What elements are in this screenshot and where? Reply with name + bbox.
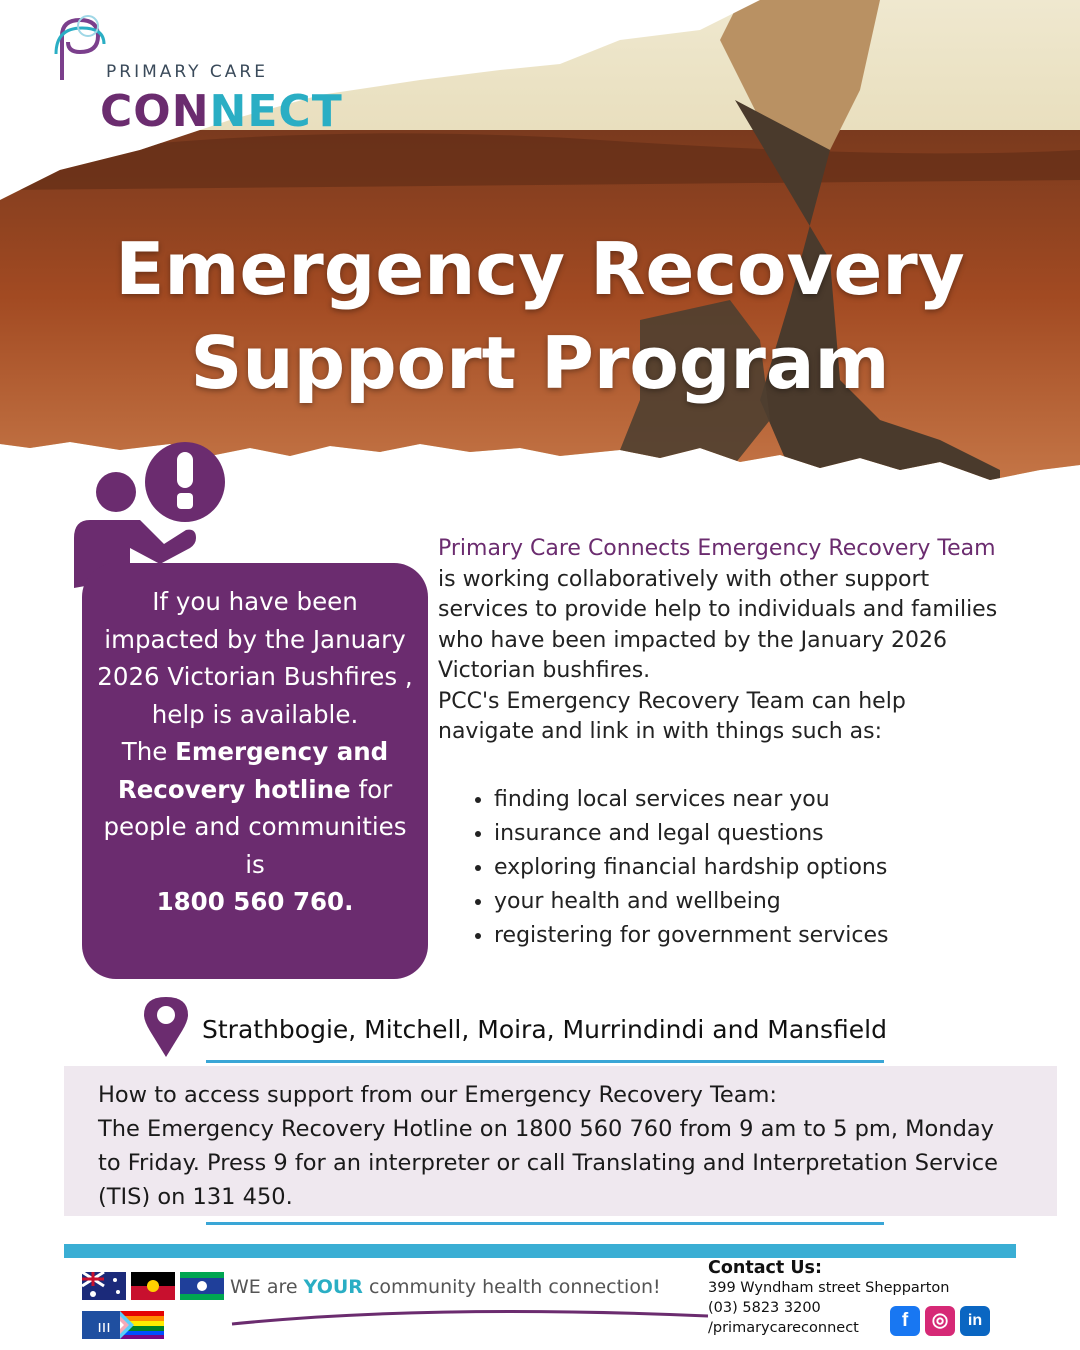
access-heading: How to access support from our Emergency Recovery Team: — [98, 1082, 778, 1108]
callout-rest: for people and communities is — [103, 774, 407, 879]
tagline-your: YOUR — [303, 1276, 363, 1298]
logo-wordmark — [100, 86, 343, 137]
list-item: • insurance and legal questions — [494, 817, 1054, 851]
list-item: • your health and wellbeing — [494, 885, 1054, 919]
logo-nect: NECT — [209, 86, 343, 137]
linkedin-icon[interactable]: in — [960, 1306, 990, 1336]
access-info — [64, 1066, 1057, 1216]
instagram-icon[interactable]: ◎ — [925, 1306, 955, 1336]
page-title — [0, 222, 1080, 410]
hotline-callout — [82, 563, 428, 979]
callout-intro: If you have been impacted by the January 2026 Victorian Bushfires , help is available. — [97, 587, 413, 729]
title-line-2: Support Program — [190, 321, 890, 405]
callout-the: The — [121, 737, 168, 766]
hotline-name: Emergency and Recovery hotline — [117, 737, 389, 804]
svg-text:ııı: ııı — [97, 1317, 111, 1336]
divider — [206, 1222, 884, 1225]
facebook-icon[interactable]: f — [890, 1306, 920, 1336]
location-pin-icon — [142, 995, 190, 1059]
logo-subtitle: PRIMARY CARE — [106, 62, 268, 82]
location-text: Strathbogie, Mitchell, Moira, Murrindindi and Mansfield — [202, 1015, 887, 1044]
logo-con: CON — [100, 86, 210, 137]
torres-strait-flag-icon — [180, 1272, 224, 1300]
logo-swirl-icon — [48, 14, 112, 84]
intro-body-1: is working collaboratively with other support services to provide help to individuals and families who have been impacted by the January 2026 Victorian bushfires. — [438, 566, 998, 683]
contact-address: 399 Wyndham street Shepparton — [708, 1280, 950, 1296]
brand-logo — [48, 14, 348, 137]
footer-bar — [64, 1244, 1016, 1258]
services-list — [466, 783, 1054, 953]
list-item: • finding local services near you — [494, 783, 1054, 817]
tagline — [230, 1276, 661, 1298]
title-line-1: Emergency Recovery — [115, 227, 965, 311]
tagline-post: community health connection! — [368, 1276, 661, 1298]
intro-text — [438, 534, 998, 748]
list-item: • registering for government services — [494, 919, 1054, 953]
australian-flag-icon — [82, 1272, 126, 1300]
list-item: • exploring financial hardship options — [494, 851, 1054, 885]
divider — [206, 1060, 884, 1063]
access-body: The Emergency Recovery Hotline on 1800 560 760 from 9 am to 5 pm, Monday to Friday. Press 9 for an interpreter or call Translating and Interpretation Service (TIS) on 131 450. — [98, 1116, 998, 1210]
hotline-phone[interactable]: 1800 560 760. — [156, 887, 354, 916]
intro-body-2: PCC's Emergency Recovery Team can help navigate and link in with things such as: — [438, 688, 906, 744]
tagline-swoosh — [230, 1300, 710, 1330]
contact-heading: Contact Us: — [708, 1258, 822, 1278]
contact-phone[interactable]: (03) 5823 3200 — [708, 1300, 821, 1316]
social-handle: /primarycareconnect — [708, 1320, 859, 1336]
tagline-pre: WE are — [230, 1276, 298, 1298]
aboriginal-flag-icon — [131, 1272, 175, 1300]
intro-highlight: Primary Care Connects Emergency Recovery Team — [438, 536, 996, 561]
pride-flag-icon — [120, 1311, 164, 1339]
